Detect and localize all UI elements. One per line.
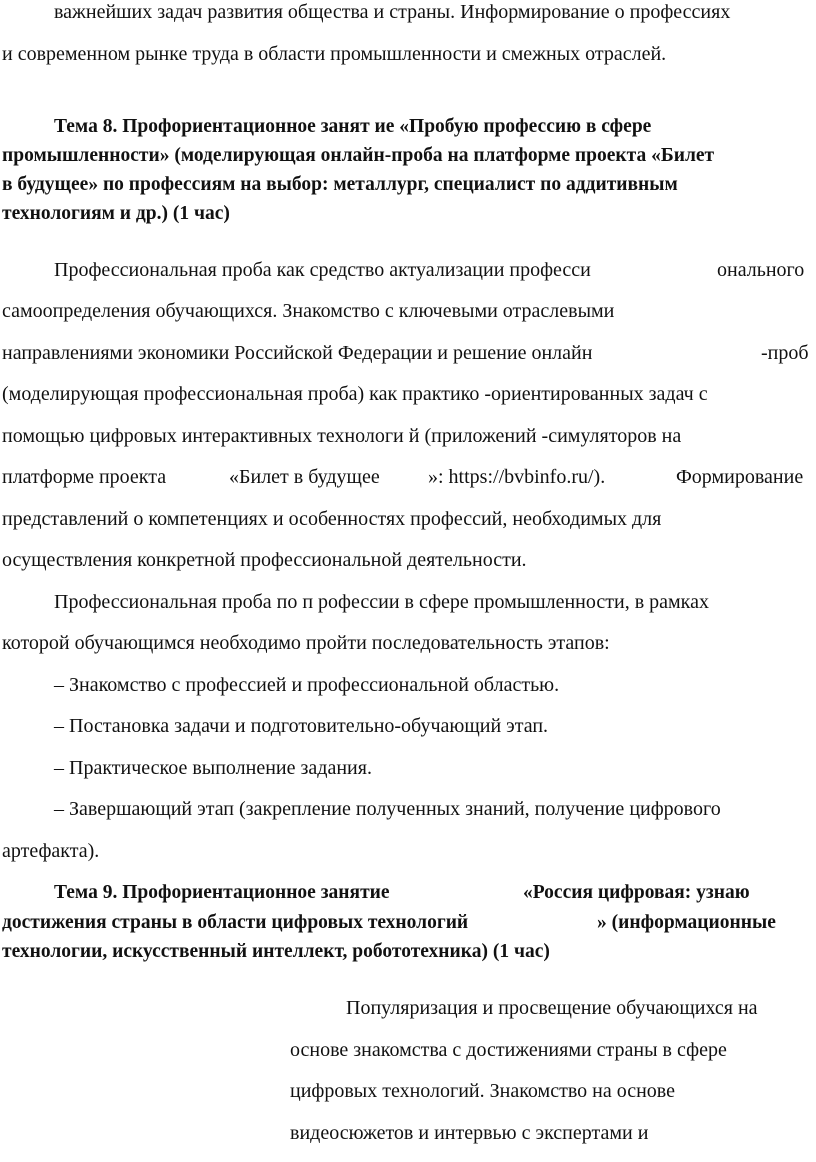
topic8-p1-line-6c: »: https://bvbinfo.ru/). <box>428 466 606 488</box>
topic8-p1-line-6b: «Билет в будущее <box>229 466 380 488</box>
topic8-list-item-2: – Постановка задачи и подготовительно-обучающий этап. <box>54 715 549 737</box>
topic8-heading-line-2: промышленности» (моделирующая онлайн-проба на платформе проекта «Билет <box>2 145 715 166</box>
topic8-p1-line-3b: -проб <box>761 342 809 364</box>
topic9-p-line-3: цифровых технологий. Знакомство на основе <box>290 1080 675 1102</box>
topic8-list-item-3: – Практическое выполнение задания. <box>54 757 372 779</box>
topic9-heading-line-2b: » (информационные <box>597 912 776 933</box>
topic8-list-continuation: артефакта). <box>2 840 100 862</box>
topic9-heading-line-1a: Тема 9. Профориентационное занятие <box>54 882 390 903</box>
topic8-p1-line-1b: онального <box>717 259 805 281</box>
intro-line-1: важнейших задач развития общества и страны. Информирование о профессиях <box>54 1 731 23</box>
topic9-heading-line-2a: достижения страны в области цифровых технологий <box>2 912 469 933</box>
topic8-p1-line-5: помощью цифровых интерактивных технологи й (приложений -симуляторов на <box>2 425 682 447</box>
topic8-heading-line-1: Тема 8. Профориентационное занят ие «Пробую профессию в сфере <box>54 116 652 137</box>
topic8-p2-line-1: Профессиональная проба по п рофессии в сфере промышленности, в рамках <box>54 591 709 613</box>
topic8-p1-line-4: (моделирующая профессиональная проба) как практико -ориентированных задач с <box>2 383 708 405</box>
topic8-heading-line-4: технологиям и др.) (1 час) <box>2 203 230 224</box>
topic8-p1-line-6a: платформе проекта <box>2 466 167 488</box>
topic9-p-line-1: Популяризация и просвещение обучающихся на <box>346 997 758 1019</box>
topic9-p-line-4: видеосюжетов и интервью с экспертами и <box>290 1122 649 1144</box>
topic8-p1-line-6d: Формирование <box>676 466 804 488</box>
topic8-p2-line-2: которой обучающимся необходимо пройти последовательность этапов: <box>2 632 610 654</box>
topic8-list-item-4: – Завершающий этап (закрепление полученных знаний, получение цифрового <box>54 798 721 820</box>
topic8-p1-line-3a: направлениями экономики Российской Федерации и решение онлайн <box>2 342 593 364</box>
topic9-heading-line-1b: «Россия цифровая: узнаю <box>523 882 750 903</box>
intro-line-2: и современном рынке труда в области промышленности и смежных отраслей. <box>2 43 667 65</box>
topic9-heading-line-3: технологии, искусственный интеллект, робототехника) (1 час) <box>2 941 550 962</box>
topic8-p1-line-2: самоопределения обучающихся. Знакомство с ключевыми отраслевыми <box>2 300 615 322</box>
topic9-p-line-2: основе знакомства с достижениями страны в сфере <box>290 1039 727 1061</box>
topic8-p1-line-7: представлений о компетенциях и особенностях профессий, необходимых для <box>2 508 662 530</box>
topic8-heading-line-3: в будущее» по профессиям на выбор: металлург, специалист по аддитивным <box>2 174 678 195</box>
topic8-p1-line-1a: Профессиональная проба как средство актуализации професси <box>54 259 591 281</box>
topic8-p1-line-8: осуществления конкретной профессиональной деятельности. <box>2 549 527 571</box>
topic8-list-item-1: – Знакомство с профессией и профессиональной областью. <box>54 674 560 696</box>
